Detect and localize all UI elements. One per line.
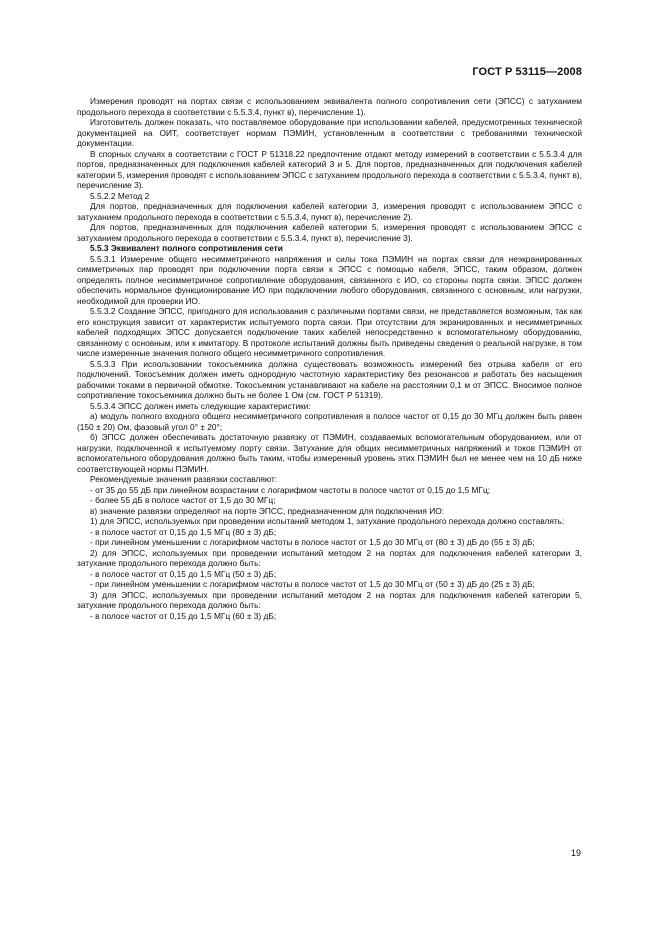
- paragraph: - в полосе частот от 0,15 до 1,5 МГц (60 ± 3) дБ;: [90, 610, 277, 621]
- paragraph: б) ЭПСС должен обеспечивать достаточную развязку от ПЭМИН, создаваемых вспомогательным оборудованием, или от нагрузки, подключенной к испытуемому порту связи. Затухание для общих несимметричных напряжений и токов ПЭМИН от вспомогательного оборудования должно быть таким, чтобы измеренный уровень этих ПЭМИН был не менее чем на 10 дБ ниже соответствующей нормы ПЭМИН.: [77, 432, 582, 474]
- document-body: [77, 96, 582, 621]
- paragraph: 3) для ЭПСС, используемых при проведении испытаний методом 2 на портах для подключения кабелей категории 5, затухание продольного перехода должно быть:: [77, 589, 582, 610]
- paragraph: - при линейном уменьшении с логарифмом частоты в полосе частот от 1,5 до 30 МГц от (80 ± 3) дБ до (55 ± 3) дБ;: [90, 537, 535, 547]
- page-number: 19: [570, 848, 581, 858]
- section-heading: 5.5.3 Эквивалент полного сопротивления сети: [90, 243, 283, 253]
- paragraph: - в полосе частот от 0,15 до 1,5 МГц (80 ± 3) дБ;: [90, 526, 277, 537]
- paragraph: - более 55 дБ в полосе частот от 1,5 до 30 МГц;: [90, 495, 276, 505]
- paragraph: - от 35 до 55 дБ при линейном возрастании с логарифмом частоты в полосе частот от 0,15 до 1,5 МГц;: [90, 484, 491, 495]
- paragraph: Для портов, предназначенных для подключения кабелей категории 5, измерения проводят с использованием ЭПСС с затуханием продольного перехода в соответствии с 5.5.3.4, пункт в), перечисление 3).: [77, 222, 582, 243]
- document-header: ГОСТ Р 53115—2008: [472, 66, 582, 78]
- paragraph: 1) для ЭПСС, используемых при проведении испытаний методом 1, затухание продольного перехода должно составлять:: [90, 516, 565, 526]
- paragraph: 5.5.3.2 Создание ЭПСС, пригодного для использования с различными портами связи, не представляется возможным, так как его конструкция зависит от характеристик испытуемого порта связи. При отсутствии для экранированных и несимметричных кабелей подходящих ЭПСС допускается подключение таких кабелей непосредственно к вспомогательному оборудованию, связанному с основным, или к имитатору. В протоколе испытаний должны быть приведены сведения о реальной нагрузке, в том числе измеренные значения полного общего несимметричного сопротивления.: [77, 306, 582, 358]
- paragraph: Измерения проводят на портах связи с использованием эквивалента полного сопротивления сети (ЭПСС) с затуханием продольного перехода в соответствии с 5.5.3.4, пункт в), перечисление 1).: [77, 96, 582, 117]
- paragraph: 2) для ЭПСС, используемых при проведении испытаний методом 2 на портах для подключения кабелей категории 3, затухание продольного перехода должно быть:: [77, 547, 582, 568]
- paragraph: Для портов, предназначенных для подключения кабелей категории 3, измерения проводят с использованием ЭПСС с затуханием продольного перехода в соответствии с 5.5.3.4, пункт в), перечисление 2).: [77, 201, 582, 222]
- paragraph: 5.5.3.1 Измерение общего несимметричного напряжения и силы тока ПЭМИН на портах связи для неэкранированных симметричных пар проводят при подключении порта связи к ЭПСС с помощью кабеля, ЭПСС, таким образом, должен определять полное несимметричное сопротивление оборудования, связанного с ИО, со стороны порта связи. ЭПСС должен обеспечить нормальное функционирование ИО при подключении любого оборудования, связанного с основным, или нагрузки, необходимой для проверки ИО.: [77, 253, 582, 306]
- paragraph: а) модуль полного входного общего несимметричного сопротивления в полосе частот от 0,15 до 30 МГц должен быть равен (150 ± 20) Ом, фазовый угол 0° ± 20°;: [77, 411, 582, 432]
- paragraph: в) значение развязки определяют на порте ЭПСС, предназначенном для подключения ИО:: [90, 505, 445, 516]
- paragraph: 5.5.3.3 При использовании токосъемника должна существовать возможность измерений без отрыва кабеля от его подключений. Токосъемник должен иметь однородную частотную характеристику без резонансов и работать без насыщения рабочими токами в первичной обмотке. Токосъемник устанавливают на кабеле на расстоянии 0,1 м от ЭПСС. Вносимое полное сопротивление токосъемника должно быть не более 1 Ом (см. ГОСТ Р 51319).: [77, 358, 582, 400]
- paragraph: Изготовитель должен показать, что поставляемое оборудование при использовании кабелей, предусмотренных технической документацией на ОИТ, соответствует нормам ПЭМИН, установленным в соответствии с требованиями технической документации.: [77, 117, 582, 148]
- paragraph: - в полосе частот от 0,15 до 1,5 МГц (50 ± 3) дБ;: [90, 568, 277, 579]
- paragraph: 5.5.2.2 Метод 2: [90, 190, 150, 201]
- paragraph: 5.5.3.4 ЭПСС должен иметь следующие характеристики:: [90, 400, 311, 411]
- paragraph: Рекомендуемые значения развязки составляют:: [90, 474, 278, 484]
- paragraph: - при линейном уменьшении с логарифмом частоты в полосе частот от 1,5 до 30 МГц от (50 ± 3) дБ до (25 ± 3) дБ;: [90, 579, 535, 589]
- paragraph: В спорных случаях в соответствии с ГОСТ Р 51318.22 предпочтение отдают методу измерений в соответствии с 5.5.3.4 для портов, предназначенных для подключения кабелей категорий 3 и 5. Для портов, предназначенных для подключения кабелей категории 5, измерения проводят с использованием ЭПСС с затуханием продольного перехода в соответствии с 5.5.3.4, пункт в), перечисление 3).: [77, 148, 582, 190]
